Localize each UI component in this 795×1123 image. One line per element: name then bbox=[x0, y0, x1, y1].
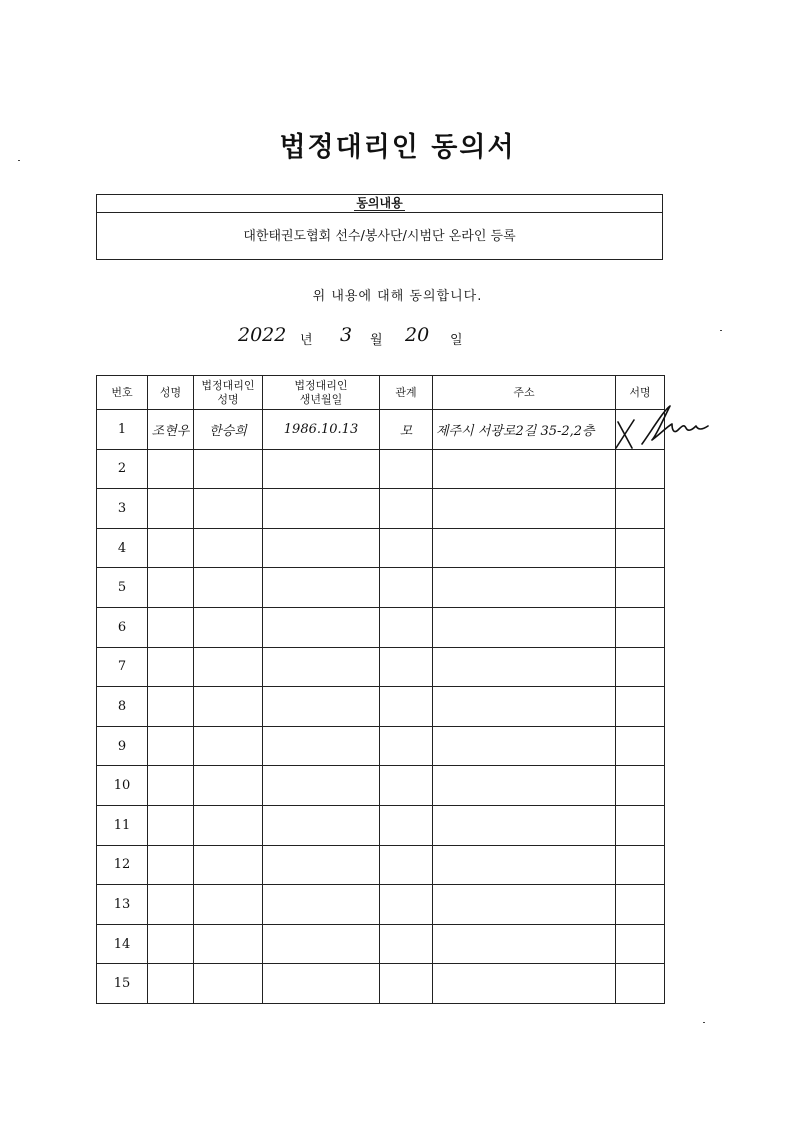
table-row bbox=[97, 805, 665, 845]
cell-relation bbox=[380, 766, 433, 806]
table-row bbox=[97, 568, 665, 608]
cell-relation bbox=[380, 687, 433, 727]
cell-guardian-birth bbox=[263, 568, 380, 608]
cell-guardian-name bbox=[194, 687, 263, 727]
cell-guardian-name bbox=[194, 766, 263, 806]
cell-no: 11 bbox=[97, 805, 148, 845]
col-header-signature: 서명 bbox=[616, 376, 665, 410]
cell-address bbox=[433, 449, 616, 489]
table-row bbox=[97, 647, 665, 687]
col-header-relation: 관계 bbox=[380, 376, 433, 410]
roster-body bbox=[97, 410, 665, 1004]
date-line bbox=[0, 324, 795, 354]
cell-name bbox=[148, 924, 194, 964]
cell-guardian-birth bbox=[263, 766, 380, 806]
cell-signature bbox=[616, 845, 665, 885]
cell-name bbox=[148, 766, 194, 806]
cell-no: 14 bbox=[97, 924, 148, 964]
table-row bbox=[97, 449, 665, 489]
cell-guardian-birth: 1986.10.13 bbox=[263, 410, 380, 450]
cell-guardian-birth bbox=[263, 726, 380, 766]
cell-name bbox=[148, 805, 194, 845]
scan-speck bbox=[703, 1022, 705, 1023]
cell-guardian-name bbox=[194, 726, 263, 766]
cell-name bbox=[148, 687, 194, 727]
cell-address bbox=[433, 924, 616, 964]
page-title: 법정대리인 동의서 bbox=[279, 132, 516, 163]
cell-guardian-name bbox=[194, 647, 263, 687]
table-row bbox=[97, 885, 665, 925]
cell-guardian-name bbox=[194, 885, 263, 925]
cell-address bbox=[433, 568, 616, 608]
cell-guardian-name bbox=[194, 924, 263, 964]
cell-signature bbox=[616, 964, 665, 1004]
table-header-row bbox=[97, 376, 665, 410]
cell-name bbox=[148, 845, 194, 885]
cell-guardian-birth bbox=[263, 845, 380, 885]
date-day: 20 bbox=[405, 324, 430, 346]
consent-content: 대한태권도협회 선수/봉사단/시범단 온라인 등록 bbox=[243, 229, 516, 244]
cell-guardian-name bbox=[194, 964, 263, 1004]
col-header-guardian-name: 법정대리인 성명 bbox=[194, 376, 263, 410]
cell-no: 3 bbox=[97, 489, 148, 529]
cell-signature bbox=[616, 528, 665, 568]
cell-guardian-birth bbox=[263, 964, 380, 1004]
date-day-label: 일 bbox=[450, 333, 463, 348]
cell-no: 10 bbox=[97, 766, 148, 806]
cell-guardian-birth bbox=[263, 449, 380, 489]
cell-guardian-birth bbox=[263, 528, 380, 568]
cell-relation bbox=[380, 924, 433, 964]
table-row bbox=[97, 924, 665, 964]
cell-relation bbox=[380, 449, 433, 489]
cell-guardian-name bbox=[194, 568, 263, 608]
table-row bbox=[97, 726, 665, 766]
cell-guardian-name bbox=[194, 845, 263, 885]
table-row bbox=[97, 410, 665, 450]
cell-name bbox=[148, 449, 194, 489]
consent-box bbox=[96, 194, 663, 260]
cell-name bbox=[148, 568, 194, 608]
cell-signature bbox=[616, 885, 665, 925]
cell-no: 4 bbox=[97, 528, 148, 568]
cell-relation bbox=[380, 885, 433, 925]
cell-guardian-birth bbox=[263, 885, 380, 925]
cell-address bbox=[433, 885, 616, 925]
cell-no: 5 bbox=[97, 568, 148, 608]
cell-no: 12 bbox=[97, 845, 148, 885]
col-header-no: 번호 bbox=[97, 376, 148, 410]
table-row bbox=[97, 766, 665, 806]
date-month-label: 월 bbox=[370, 333, 383, 348]
col-header-address: 주소 bbox=[433, 376, 616, 410]
cell-guardian-name bbox=[194, 528, 263, 568]
cell-signature bbox=[616, 687, 665, 727]
cell-signature bbox=[616, 647, 665, 687]
cell-relation bbox=[380, 647, 433, 687]
cell-address bbox=[433, 964, 616, 1004]
cell-no: 8 bbox=[97, 687, 148, 727]
table-row bbox=[97, 489, 665, 529]
cell-no: 6 bbox=[97, 607, 148, 647]
cell-name bbox=[148, 607, 194, 647]
cell-guardian-birth bbox=[263, 924, 380, 964]
cell-relation bbox=[380, 845, 433, 885]
cell-address bbox=[433, 607, 616, 647]
cell-relation bbox=[380, 805, 433, 845]
cell-signature bbox=[616, 568, 665, 608]
cell-signature bbox=[616, 805, 665, 845]
handwritten-signature bbox=[612, 400, 727, 455]
cell-address bbox=[433, 647, 616, 687]
cell-address bbox=[433, 726, 616, 766]
cell-no: 13 bbox=[97, 885, 148, 925]
cell-address bbox=[433, 805, 616, 845]
table-row bbox=[97, 607, 665, 647]
cell-no: 7 bbox=[97, 647, 148, 687]
cell-guardian-birth bbox=[263, 607, 380, 647]
date-year-label: 년 bbox=[300, 333, 313, 348]
cell-signature bbox=[616, 766, 665, 806]
cell-name: 조현우 bbox=[148, 410, 194, 450]
cell-signature bbox=[616, 924, 665, 964]
cell-name bbox=[148, 528, 194, 568]
consent-header-label: 동의내용 bbox=[356, 196, 403, 210]
cell-guardian-birth bbox=[263, 647, 380, 687]
cell-guardian-name bbox=[194, 805, 263, 845]
date-year: 2022 bbox=[238, 324, 287, 346]
table-row bbox=[97, 845, 665, 885]
cell-name bbox=[148, 726, 194, 766]
cell-relation: 모 bbox=[380, 410, 433, 450]
col-header-name: 성명 bbox=[148, 376, 194, 410]
cell-no: 9 bbox=[97, 726, 148, 766]
cell-name bbox=[148, 964, 194, 1004]
table-row bbox=[97, 528, 665, 568]
cell-guardian-name bbox=[194, 449, 263, 489]
scan-speck bbox=[720, 330, 722, 331]
cell-signature bbox=[616, 607, 665, 647]
cell-no: 2 bbox=[97, 449, 148, 489]
cell-relation bbox=[380, 726, 433, 766]
cell-address: 제주시 서광로2길 35-2,2층 bbox=[433, 410, 616, 450]
cell-signature bbox=[616, 726, 665, 766]
cell-relation bbox=[380, 489, 433, 529]
roster-table bbox=[96, 375, 665, 1004]
scan-speck bbox=[18, 160, 20, 161]
col-header-guardian-birth: 법정대리인 생년월일 bbox=[263, 376, 380, 410]
cell-guardian-name bbox=[194, 607, 263, 647]
cell-address bbox=[433, 845, 616, 885]
date-month: 3 bbox=[340, 324, 353, 346]
table-row bbox=[97, 964, 665, 1004]
table-row bbox=[97, 687, 665, 727]
cell-guardian-birth bbox=[263, 489, 380, 529]
cell-name bbox=[148, 489, 194, 529]
cell-relation bbox=[380, 528, 433, 568]
cell-relation bbox=[380, 568, 433, 608]
agree-statement: 위 내용에 대해 동의합니다. bbox=[312, 289, 483, 304]
cell-guardian-name bbox=[194, 489, 263, 529]
consent-header bbox=[97, 195, 662, 213]
cell-address bbox=[433, 528, 616, 568]
cell-signature bbox=[616, 449, 665, 489]
cell-no: 1 bbox=[97, 410, 148, 450]
cell-no: 15 bbox=[97, 964, 148, 1004]
cell-relation bbox=[380, 607, 433, 647]
cell-guardian-birth bbox=[263, 805, 380, 845]
cell-signature bbox=[616, 489, 665, 529]
cell-name bbox=[148, 647, 194, 687]
cell-relation bbox=[380, 964, 433, 1004]
cell-guardian-name: 한승희 bbox=[194, 410, 263, 450]
cell-name bbox=[148, 885, 194, 925]
cell-address bbox=[433, 766, 616, 806]
cell-guardian-birth bbox=[263, 687, 380, 727]
cell-address bbox=[433, 687, 616, 727]
cell-address bbox=[433, 489, 616, 529]
